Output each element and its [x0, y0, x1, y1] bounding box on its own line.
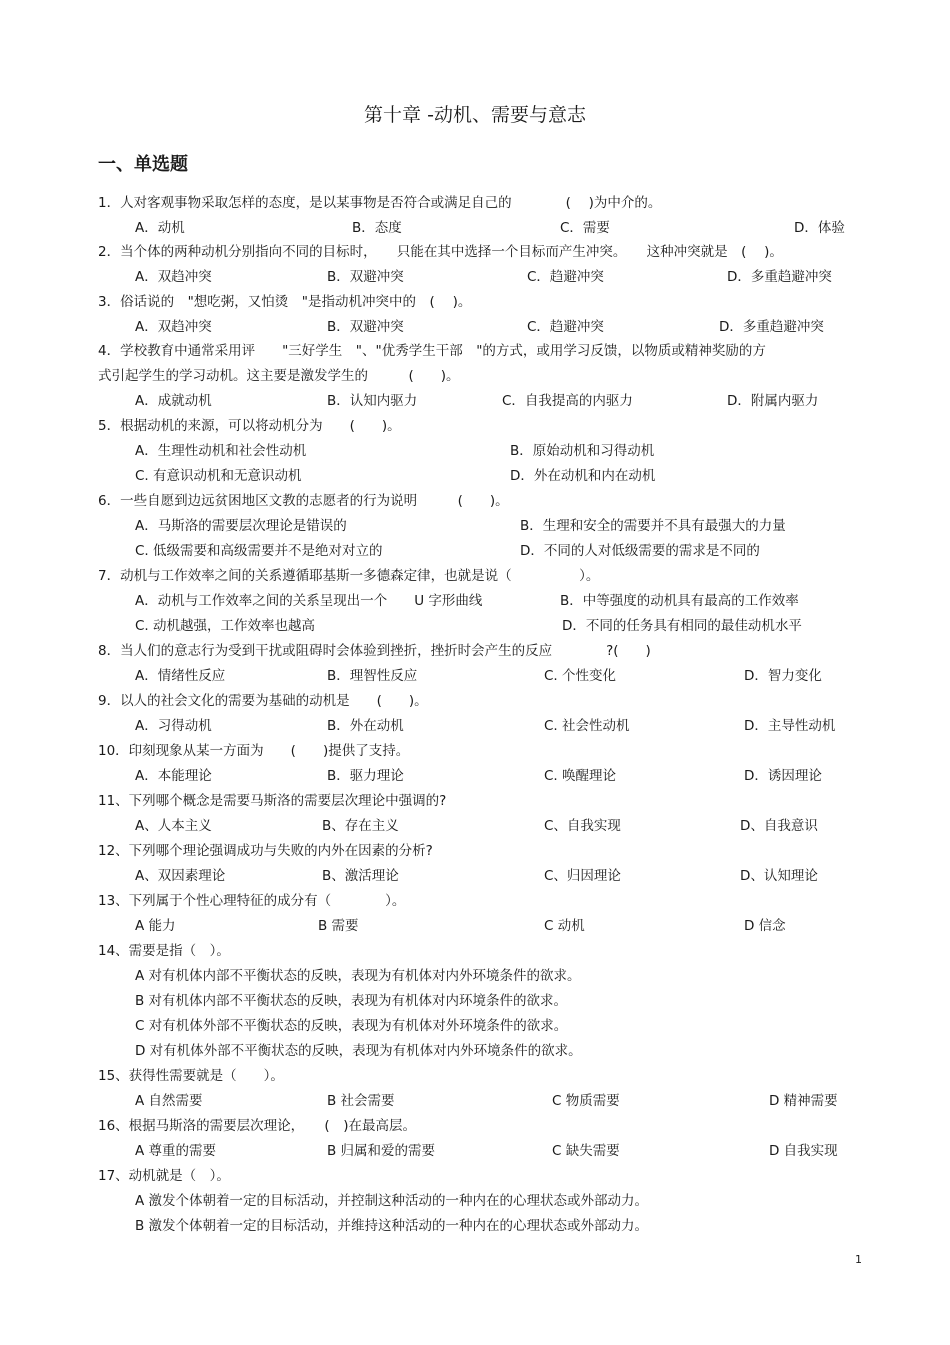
question-stem: 5．根据动机的来源，可以将动机分为 ( )。 [98, 418, 401, 434]
answer-option: D．不同的任务具有相同的最佳动机水平 [562, 617, 802, 634]
answer-option: C．自我提高的内驱力 [502, 392, 633, 409]
answer-option: D．不同的人对低级需要的需求是不同的 [520, 542, 760, 559]
question-stem: 2．当个体的两种动机分别指向不同的目标时， 只能在其中选择一个目标而产生冲突。 这种冲突就是 ( )。 [98, 244, 783, 260]
answer-option: D．主导性动机 [744, 717, 836, 734]
answer-option: B．双避冲突 [327, 268, 404, 285]
question-stem: 9．以人的社会文化的需要为基础的动机是 ( )。 [98, 693, 428, 709]
question-stem: 1．人对客观事物采取怎样的态度，是以某事物是否符合或满足自己的 ( )为中介的。 [98, 195, 662, 211]
answer-option: C 对有机体外部不平衡状态的反映，表现为有机体对外环境条件的欲求。 [135, 1017, 568, 1034]
answer-option: C、自我实现 [544, 817, 621, 834]
answer-option: B．态度 [352, 219, 402, 236]
answer-option: B、激活理论 [322, 867, 399, 884]
answer-option: B 社会需要 [327, 1092, 395, 1109]
question-stem: 11、下列哪个概念是需要马斯洛的需要层次理论中强调的? [98, 793, 447, 809]
answer-option: C. 低级需要和高级需要并不是绝对对立的 [135, 542, 383, 559]
answer-option: D、认知理论 [740, 867, 818, 884]
answer-option: B、存在主义 [322, 817, 399, 834]
answer-option: D．多重趋避冲突 [719, 318, 824, 335]
answer-option: B．理智性反应 [327, 667, 418, 684]
answer-option: B 归属和爱的需要 [327, 1142, 436, 1159]
answer-option: D．体验 [794, 219, 845, 236]
question-stem: 3．俗话说的 "想吃粥，又怕烫 "是指动机冲突中的 ( )。 [98, 294, 472, 310]
answer-option: D 精神需要 [769, 1092, 838, 1109]
answer-option: C．趋避冲突 [527, 268, 604, 285]
answer-option: C 动机 [544, 917, 585, 934]
answer-option: D．诱因理论 [744, 767, 822, 784]
question-stem: 10．印刻现象从某一方面为 ( )提供了支持。 [98, 743, 410, 759]
question-stem: 15、获得性需要就是（ ）。 [98, 1068, 284, 1084]
answer-option: D．多重趋避冲突 [727, 268, 832, 285]
answer-option: A．动机与工作效率之间的关系呈现出一个 U 字形曲线 [135, 592, 483, 609]
answer-option: A 激发个体朝着一定的目标活动，并控制这种活动的一种内在的心理状态或外部动力。 [135, 1192, 649, 1209]
answer-option: D．外在动机和内在动机 [510, 467, 656, 484]
answer-option: C 缺失需要 [552, 1142, 620, 1159]
answer-option: B 需要 [318, 917, 359, 934]
question-stem: 8．当人们的意志行为受到干扰或阻碍时会体验到挫折，挫折时会产生的反应 ?( ) [98, 643, 651, 659]
question-stem: 6．一些自愿到边远贫困地区文教的志愿者的行为说明 ( )。 [98, 493, 509, 509]
question-stem: 12、下列哪个理论强调成功与失败的内外在因素的分析? [98, 843, 433, 859]
answer-option: A．本能理论 [135, 767, 212, 784]
page-number: 1 [855, 1253, 862, 1266]
answer-option: C. 有意识动机和无意识动机 [135, 467, 302, 484]
answer-option: C. 唤醒理论 [544, 767, 617, 784]
answer-option: A．习得动机 [135, 717, 212, 734]
answer-option: B 激发个体朝着一定的目标活动，并维持这种活动的一种内在的心理状态或外部动力。 [135, 1217, 649, 1234]
answer-option: C、归因理论 [544, 867, 621, 884]
answer-option: B．外在动机 [327, 717, 404, 734]
answer-option: C. 个性变化 [544, 667, 617, 684]
chapter-title: 第十章 -动机、需要与意志 [364, 104, 586, 126]
answer-option: B．中等强度的动机具有最高的工作效率 [560, 592, 799, 609]
answer-option: A．生理性动机和社会性动机 [135, 442, 307, 459]
answer-option: A．马斯洛的需要层次理论是错误的 [135, 517, 347, 534]
answer-option: C．趋避冲突 [527, 318, 604, 335]
answer-option: C．需要 [560, 219, 610, 236]
question-stem: 13、下列属于个性心理特征的成分有（ ）。 [98, 893, 406, 909]
answer-option: B．生理和安全的需要并不具有最强大的力量 [520, 517, 786, 534]
answer-option: A．情绪性反应 [135, 667, 226, 684]
answer-option: C. 动机越强，工作效率也越高 [135, 617, 316, 634]
answer-option: A、双因素理论 [135, 867, 226, 884]
answer-option: B．原始动机和习得动机 [510, 442, 655, 459]
answer-option: D 信念 [744, 917, 786, 934]
answer-option: C 物质需要 [552, 1092, 620, 1109]
question-stem: 式引起学生的学习动机。这主要是激发学生的 ( )。 [98, 367, 460, 384]
answer-option: D 自我实现 [769, 1142, 838, 1159]
answer-option: A．双趋冲突 [135, 268, 212, 285]
section-heading: 一、单选题 [98, 154, 188, 175]
answer-option: D、自我意识 [740, 817, 818, 834]
answer-option: A 自然需要 [135, 1092, 203, 1109]
answer-option: A．成就动机 [135, 392, 212, 409]
answer-option: A 对有机体内部不平衡状态的反映，表现为有机体对内外环境条件的欲求。 [135, 967, 581, 984]
answer-option: A 能力 [135, 917, 176, 934]
question-stem: 7．动机与工作效率之间的关系遵循耶基斯一多德森定律，也就是说（ ）。 [98, 568, 600, 584]
answer-option: C. 社会性动机 [544, 717, 630, 734]
question-stem: 14、需要是指（ ）。 [98, 943, 230, 959]
answer-option: B．驱力理论 [327, 767, 404, 784]
answer-option: B．双避冲突 [327, 318, 404, 335]
answer-option: D．附属内驱力 [727, 392, 819, 409]
question-stem: 16、根据马斯洛的需要层次理论， ( )在最高层。 [98, 1118, 416, 1134]
answer-option: A 尊重的需要 [135, 1142, 217, 1159]
answer-option: A．动机 [135, 219, 185, 236]
answer-option: B 对有机体内部不平衡状态的反映，表现为有机体对内环境条件的欲求。 [135, 992, 568, 1009]
answer-option: B．认知内驱力 [327, 392, 418, 409]
answer-option: D 对有机体外部不平衡状态的反映，表现为有机体对内外环境条件的欲求。 [135, 1042, 582, 1059]
question-stem: 4．学校教育中通常采用评 "三好学生 "、"优秀学生干部 "的方式，或用学习反馈，以物质或精神奖励的方 [98, 343, 766, 359]
answer-option: A．双趋冲突 [135, 318, 212, 335]
question-stem: 17、动机就是（ ）。 [98, 1168, 230, 1184]
answer-option: D．智力变化 [744, 667, 822, 684]
answer-option: A、人本主义 [135, 817, 212, 834]
